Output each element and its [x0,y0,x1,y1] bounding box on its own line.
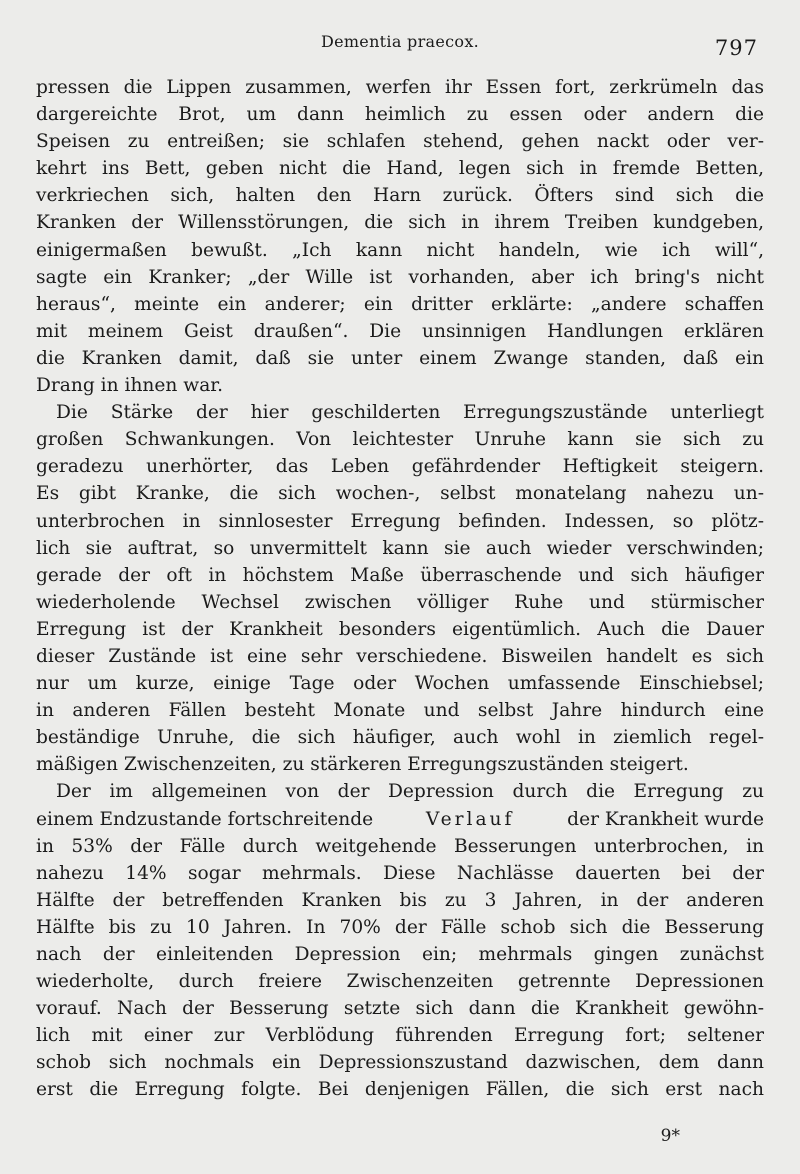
text-line: schob sich nochmals ein Depressionszustand dazwischen, dem dann [36,1052,764,1074]
text-segment: der Krankheit wurde [567,808,764,830]
text-line: in anderen Fällen besteht Monate und selbst Jahre hindurch eine [36,700,764,722]
body-text [36,74,764,1104]
text-line: erst die Erregung folgte. Bei denjenigen Fällen, die sich erst nach [36,1079,764,1101]
text-line: lich sie auftrat, so unvermittelt kann sie auch wieder verschwinden; [36,537,764,559]
text-line: verkriechen sich, halten den Harn zurück. Öfters sind sich die [36,185,764,207]
text-line: nur um kurze, einige Tage oder Wochen umfassende Einschiebsel; [36,673,764,695]
text-line: gerade der oft in höchstem Maße überraschende und sich häufiger [36,564,764,586]
text-line: Erregung ist der Krankheit besonders eigentümlich. Auch die Dauer [36,618,764,640]
text-line: sagte ein Kranker; „der Wille ist vorhanden, aber ich bring's nicht [36,266,764,288]
page-number: 797 [714,36,758,60]
text-line: dargereichte Brot, um dann heimlich zu essen oder andern die [36,104,764,126]
text-line: lich mit einer zur Verblödung führenden Erregung fort; seltener [36,1025,764,1047]
text-segment: einem Endzustande fortschreitende [36,808,374,830]
text-line: in 53% der Fälle durch weitgehende Besserungen unterbrochen, in [36,835,764,857]
text-line: kehrt ins Bett, geben nicht die Hand, legen sich in fremde Betten, [36,158,764,180]
text-line: beständige Unruhe, die sich häufiger, auch wohl in ziemlich regel- [36,727,764,749]
text-line: nahezu 14% sogar mehrmals. Diese Nachlässe dauerten bei der [36,862,764,884]
text-line: Hälfte der betreffenden Kranken bis zu 3 Jahren, in der anderen [36,889,764,911]
signature-mark: 9* [660,1126,680,1146]
paragraph-start-line: Der im allgemeinen von der Depression durch die Erregung zu [56,781,764,803]
running-title: Dementia praecox. [320,32,480,51]
text-line: die Kranken damit, daß sie unter einem Zwange standen, daß ein [36,347,764,369]
text-line: wiederholende Wechsel zwischen völliger Ruhe und stürmischer [36,591,764,613]
text-line: Kranken der Willensstörungen, die sich in ihrem Treiben kundgeben, [36,212,764,234]
text-line: mäßigen Zwischenzeiten, zu stärkeren Erregungszuständen steigert. [36,754,689,776]
text-line: Speisen zu entreißen; sie schlafen stehend, gehen nackt oder ver- [36,131,764,153]
text-line: großen Schwankungen. Von leichtester Unruhe kann sie sich zu [36,429,764,451]
text-line: einigermaßen bewußt. „Ich kann nicht handeln, wie ich will“, [36,239,764,261]
text-line: heraus“, meinte ein anderer; ein dritter erklärte: „andere schaffen [36,293,764,315]
text-line: wiederholte, durch freiere Zwischenzeiten getrennte Depressionen [36,971,764,993]
text-line: geradezu unerhörter, das Leben gefährdender Heftigkeit steigern. [36,456,764,478]
text-line: vorauf. Nach der Besserung setzte sich dann die Krankheit gewöhn- [36,998,764,1020]
text-line: Hälfte bis zu 10 Jahren. In 70% der Fälle schob sich die Besserung [36,916,764,938]
emphasized-term: Verlauf [425,808,515,830]
text-line: Es gibt Kranke, die sich wochen-, selbst monatelang nahezu un- [36,483,764,505]
text-line: Drang in ihnen war. [36,375,224,397]
text-line: unterbrochen in sinnlosester Erregung befinden. Indessen, so plötz- [36,510,764,532]
text-line: nach der einleitenden Depression ein; mehrmals gingen zunächst [36,944,764,965]
text-line: pressen die Lippen zusammen, werfen ihr Essen fort, zerkrümeln das [36,77,764,98]
text-line: dieser Zustände ist eine sehr verschiedene. Bisweilen handelt es sich [36,645,764,667]
text-line-with-emphasis [36,806,764,833]
paragraph-start-line: Die Stärke der hier geschilderten Erregungszustände unterliegt [56,402,764,424]
text-line: mit meinem Geist draußen“. Die unsinnigen Handlungen erklären [36,320,764,342]
